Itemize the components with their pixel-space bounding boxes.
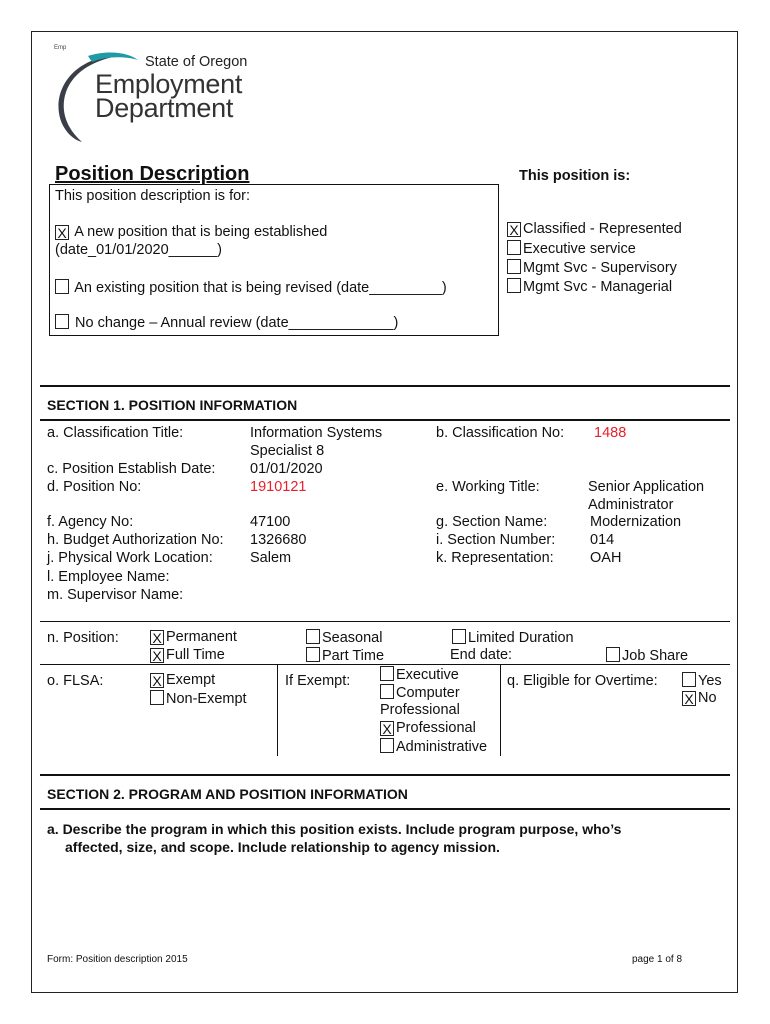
section1-rule-top [40,385,730,387]
intro-option-new[interactable] [55,224,327,240]
overtime-yes-label: Yes [698,673,722,689]
non-exempt-label: Non-Exempt [166,691,247,707]
executive-checkbox[interactable] [380,666,394,681]
working-title-l1: Senior Application [588,479,705,495]
type-managerial[interactable] [507,278,672,295]
logo-state: State of Oregon [145,54,248,70]
budget-auth: 1326680 [250,532,307,548]
non-exempt-checkbox[interactable] [150,690,164,705]
seasonal-option[interactable] [306,629,382,646]
mgmt-managerial-label: Mgmt Svc - Managerial [523,279,673,295]
intro-option-revised[interactable] [55,279,447,296]
section1-rule-bottom [40,419,730,421]
section-number: 014 [590,532,615,548]
part-time-checkbox[interactable] [306,647,320,662]
employee-name-label: l. Employee Name: [47,569,170,585]
section-name-label: g. Section Name: [436,514,548,530]
section2-rule-top [40,774,730,776]
mgmt-supervisory-label: Mgmt Svc - Supervisory [523,260,677,276]
computer-option[interactable] [380,684,460,701]
logo-line1: Employment [95,69,243,99]
part-time-label: Part Time [322,648,385,664]
section1-heading: SECTION 1. POSITION INFORMATION [47,397,298,413]
type-supervisory[interactable] [507,259,677,276]
new-position-date: (date_01/01/2020______) [55,242,222,258]
logo-line2: Department [95,93,234,123]
full-time-checkbox[interactable]: X [150,648,164,663]
classification-no: 1488 [594,425,627,441]
mgmt-supervisory-checkbox[interactable] [507,259,521,274]
section-number-label: i. Section Number: [436,532,556,548]
type-executive[interactable] [507,240,636,257]
if-exempt-label: If Exempt: [285,673,351,689]
agency-no-label: f. Agency No: [47,514,134,530]
mgmt-managerial-checkbox[interactable] [507,278,521,293]
footer-page-label: page 1 of 8 [632,954,683,965]
grid-vline-1 [277,664,278,756]
revised-position-label: An existing position that is being revised (date_________) [74,280,447,296]
flsa-label: o. FLSA: [47,673,104,689]
overtime-no-checkbox[interactable]: X [682,691,696,706]
intro-option-nochange[interactable] [55,314,398,331]
grid-line-mid [40,664,730,665]
position-is-label: This position is: [519,168,631,184]
part-time-option[interactable] [306,647,384,664]
classification-title-l2: Specialist 8 [250,443,325,459]
executive-label: Executive [396,667,459,683]
full-time-label: Full Time [166,647,225,663]
job-share-checkbox[interactable] [606,647,620,662]
overtime-yes-option[interactable] [682,672,722,689]
new-position-label: A new position that is being established [74,224,328,240]
executive-option[interactable] [380,666,459,683]
classification-title-label: a. Classification Title: [47,425,184,441]
section2-question-l2: affected, size, and scope. Include relationship to agency mission. [65,839,500,855]
permanent-option[interactable] [150,629,237,645]
supervisor-name-label: m. Supervisor Name: [47,587,184,603]
computer-label: Computer [396,685,460,701]
overtime-no-label: No [698,690,717,706]
working-title-l2: Administrator [588,497,674,513]
establish-date: 01/01/2020 [250,461,323,477]
executive-service-checkbox[interactable] [507,240,521,255]
revised-position-checkbox[interactable] [55,279,69,294]
work-location: Salem [250,550,292,566]
grid-vline-2 [500,664,501,756]
limited-duration-option[interactable] [452,629,574,646]
classification-no-label: b. Classification No: [436,425,565,441]
administrative-label: Administrative [396,739,488,755]
overtime-label: q. Eligible for Overtime: [507,673,658,689]
professional-option[interactable] [380,720,476,736]
representation-label: k. Representation: [436,550,554,566]
position-label: n. Position: [47,630,119,646]
computer-label-l2: Professional [380,702,460,718]
job-share-option[interactable] [606,647,688,664]
no-change-label: No change – Annual review (date_____________) [75,315,399,331]
logo-arc-accent [88,53,138,62]
limited-duration-label: Limited Duration [468,630,574,646]
section2-question-l1: a. Describe the program in which this position exists. Include program purpose, who’s [47,821,622,837]
representation: OAH [590,550,622,566]
exempt-option[interactable] [150,672,215,688]
type-classified[interactable] [507,221,682,237]
overtime-no-option[interactable] [682,690,717,706]
professional-checkbox[interactable]: X [380,721,394,736]
establish-date-label: c. Position Establish Date: [47,461,216,477]
position-no: 1910121 [250,479,307,495]
seasonal-label: Seasonal [322,630,383,646]
intro-for-label: This position description is for: [55,188,251,204]
limited-duration-checkbox[interactable] [452,629,466,644]
overtime-yes-checkbox[interactable] [682,672,696,687]
classified-label: Classified - Represented [523,221,682,237]
administrative-checkbox[interactable] [380,738,394,753]
agency-no: 47100 [250,514,291,530]
exempt-checkbox[interactable]: X [150,673,164,688]
permanent-checkbox[interactable]: X [150,630,164,645]
section-name: Modernization [590,514,682,530]
permanent-label: Permanent [166,629,237,645]
footer-form-label: Form: Position description 2015 [47,954,188,965]
seasonal-checkbox[interactable] [306,629,320,644]
section2-heading: SECTION 2. PROGRAM AND POSITION INFORMATION [47,786,408,802]
budget-auth-label: h. Budget Authorization No: [47,532,224,548]
working-title-label: e. Working Title: [436,479,540,495]
section2-rule-bottom [40,808,730,810]
no-change-checkbox[interactable] [55,314,69,329]
tiny-label: Emp [54,45,67,51]
job-share-label: Job Share [622,648,689,664]
new-position-checkbox[interactable]: X [55,225,69,240]
end-date-label: End date: [450,647,513,663]
administrative-option[interactable] [380,738,487,755]
page-title: Position Description [55,163,250,185]
computer-checkbox[interactable] [380,684,394,699]
full-time-option[interactable] [150,647,225,663]
work-location-label: j. Physical Work Location: [47,550,213,566]
executive-service-label: Executive service [523,241,636,257]
grid-line-top [40,621,730,622]
position-no-label: d. Position No: [47,479,142,495]
classification-title-l1: Information Systems [250,425,383,441]
classified-checkbox[interactable]: X [507,222,521,237]
non-exempt-option[interactable] [150,690,247,707]
professional-label: Professional [396,720,476,736]
exempt-label: Exempt [166,672,216,688]
